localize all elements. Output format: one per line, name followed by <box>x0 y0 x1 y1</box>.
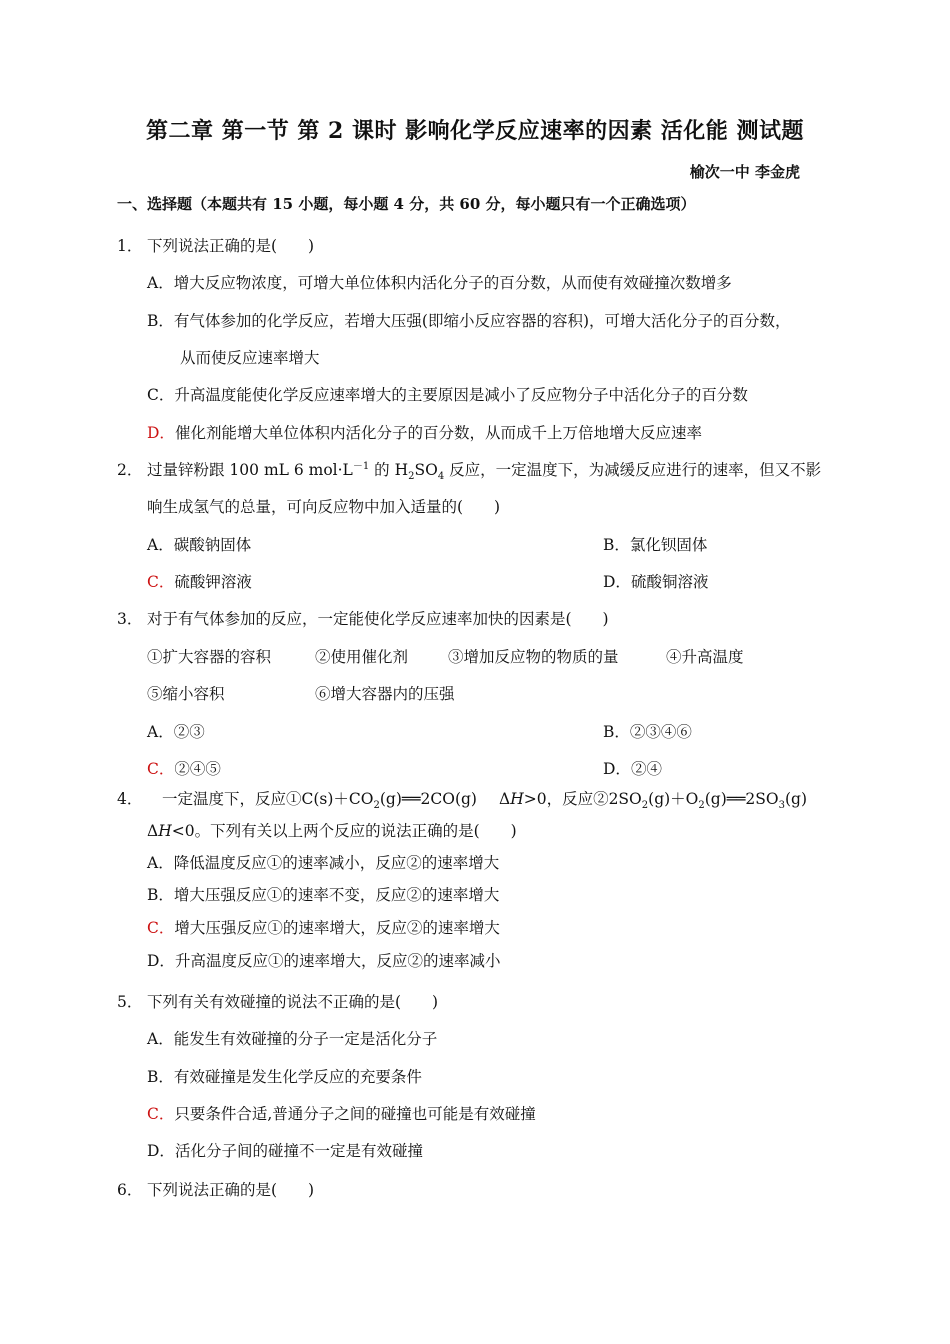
question-3-factor-4: ④升高温度 <box>666 648 744 666</box>
question-4-option-c <box>147 918 500 938</box>
option-text: 升高温度反应①的速率增大，反应②的速率减小 <box>174 952 501 970</box>
question-2-option-a <box>147 535 251 555</box>
option-text: 硫酸钾溶液 <box>174 573 252 591</box>
question-3-option-c <box>147 759 221 779</box>
option-text: 催化剂能增大单位体积内活化分子的百分数，从而成千上万倍地增大反应速率 <box>174 424 702 442</box>
option-text: 能发生有效碰撞的分子一定是活化分子 <box>173 1030 438 1048</box>
question-text: >0，反应②2SO <box>523 790 642 808</box>
question-1-option-c <box>147 385 748 405</box>
question-4-option-a <box>147 853 499 873</box>
answer-option-letter: C． <box>147 919 175 937</box>
author-line: 榆次一中 李金虎 <box>689 163 800 181</box>
question-1-option-b <box>147 311 791 331</box>
option-text: ②④⑤ <box>174 760 221 778</box>
document-title: 第二章 第一节 第 2 课时 影响化学反应速率的因素 活化能 测试题 <box>146 118 804 144</box>
question-text: 下列有关有效碰撞的说法不正确的是( ) <box>147 993 439 1011</box>
option-text: 降低温度反应①的速率减小，反应②的速率增大 <box>173 854 500 872</box>
question-1-stem <box>117 236 314 256</box>
question-text: SO <box>414 461 438 479</box>
subscript: 4 <box>437 471 445 483</box>
question-5-option-c <box>147 1104 536 1124</box>
question-3-factor-1: ①扩大容器的容积 <box>147 648 272 666</box>
option-letter: B． <box>147 886 174 904</box>
question-2-option-b <box>603 535 707 555</box>
question-text: 反应，一定温度下，为减缓反应进行的速率，但又不影 <box>444 461 822 479</box>
question-text: (g)══2CO(g) <box>379 790 477 808</box>
question-3-option-a <box>147 722 205 742</box>
option-text: 增大压强反应①的速率增大，反应②的速率增大 <box>174 919 500 937</box>
answer-option-letter: C． <box>147 760 175 778</box>
question-1-option-a <box>147 273 732 293</box>
question-3-factor-3: ③增加反应物的物质的量 <box>448 648 619 666</box>
option-text: 从而使反应速率增大 <box>180 349 320 367</box>
option-text: 只要条件合适,普通分子之间的碰撞也可能是有效碰撞 <box>174 1105 536 1123</box>
question-4-stem-continued <box>147 821 517 841</box>
option-text: ②③ <box>173 723 205 741</box>
option-text: 增大反应物浓度，可增大单位体积内活化分子的百分数，从而使有效碰撞次数增多 <box>173 274 732 292</box>
question-text: (g)══2SO <box>704 790 779 808</box>
subscript: 2 <box>373 800 380 812</box>
question-number: 6． <box>117 1181 143 1199</box>
question-3-factor-5: ⑤缩小容积 <box>147 685 225 703</box>
question-3-stem <box>117 609 609 629</box>
question-5-option-a <box>147 1029 437 1049</box>
option-text: 硫酸铜溶液 <box>630 573 709 591</box>
superscript: －1 <box>352 460 370 472</box>
question-text: <0。下列有关以上两个反应的说法正确的是( ) <box>171 822 517 840</box>
option-letter: A． <box>147 536 174 554</box>
question-5-stem <box>117 992 438 1012</box>
option-text: 增大压强反应①的速率不变，反应②的速率增大 <box>173 886 500 904</box>
question-4-option-d <box>147 951 500 971</box>
option-text: 活化分子间的碰撞不一定是有效碰撞 <box>174 1142 423 1160</box>
question-text: Δ <box>498 790 511 808</box>
question-text: (g) <box>785 790 808 808</box>
question-number: 4． <box>117 790 143 808</box>
question-2-option-c <box>147 572 252 592</box>
question-text: 下列说法正确的是( ) <box>147 237 315 255</box>
question-1-option-d <box>147 423 702 443</box>
question-4-stem <box>117 789 808 812</box>
question-6-stem <box>117 1180 314 1200</box>
option-letter: D． <box>603 573 631 591</box>
option-letter: A． <box>147 274 174 292</box>
question-4-option-b <box>147 885 499 905</box>
enthalpy-symbol: H <box>158 822 172 840</box>
subscript: 3 <box>778 800 785 812</box>
question-text: 响生成氢气的总量，可向反应物中加入适量的( ) <box>147 498 501 516</box>
subscript: 2 <box>408 471 415 483</box>
option-letter: A． <box>147 723 174 741</box>
enthalpy-symbol: H <box>510 790 524 808</box>
question-number: 5． <box>117 993 143 1011</box>
answer-option-letter: C． <box>147 1105 175 1123</box>
option-text: 有气体参加的化学反应，若增大压强(即缩小反应容器的容积)，可增大活化分子的百分数， <box>173 312 791 330</box>
option-text: 升高温度能使化学反应速率增大的主要原因是减小了反应物分子中活化分子的百分数 <box>174 386 748 404</box>
question-text: Δ <box>147 822 159 840</box>
question-number: 1． <box>117 237 143 255</box>
option-letter: B． <box>603 536 630 554</box>
question-number: 3． <box>117 610 143 628</box>
option-letter: B． <box>147 1068 174 1086</box>
question-3-factor-6: ⑥增大容器内的压强 <box>315 685 455 703</box>
question-text: 对于有气体参加的反应，一定能使化学反应速率加快的因素是( ) <box>147 610 609 628</box>
question-3-option-b <box>603 722 692 742</box>
answer-option-letter: C． <box>147 573 175 591</box>
question-text: 下列说法正确的是( ) <box>147 1181 315 1199</box>
question-2-option-d <box>603 572 708 592</box>
option-text: 有效碰撞是发生化学反应的充要条件 <box>173 1068 422 1086</box>
subscript: 2 <box>641 800 649 812</box>
option-text: ②④ <box>630 760 662 778</box>
question-number: 2． <box>117 461 143 479</box>
question-2-stem <box>117 460 822 483</box>
question-2-stem-continued <box>147 497 500 517</box>
section-heading: 一、选择题（本题共有 15 小题，每小题 4 分，共 60 分，每小题只有一个正确选项） <box>117 195 696 213</box>
question-text: 过量锌粉跟 100 mL 6 mol·L <box>147 461 353 479</box>
option-text: 氯化钡固体 <box>629 536 708 554</box>
question-text: (g)＋O <box>648 790 699 808</box>
option-letter: A． <box>147 854 174 872</box>
option-letter: B． <box>147 312 174 330</box>
question-text: 一定温度下，反应①C(s)＋CO <box>162 790 374 808</box>
option-letter: B． <box>603 723 630 741</box>
option-letter: C． <box>147 386 175 404</box>
question-5-option-b <box>147 1067 422 1087</box>
option-letter: A． <box>147 1030 174 1048</box>
option-text: 碳酸钠固体 <box>173 536 252 554</box>
subscript: 2 <box>698 800 705 812</box>
option-letter: D． <box>147 952 175 970</box>
question-text: 的 H <box>369 461 409 479</box>
question-5-option-d <box>147 1141 423 1161</box>
option-letter: D． <box>147 1142 175 1160</box>
question-1-option-b-continued <box>180 348 320 368</box>
option-text: ②③④⑥ <box>629 723 692 741</box>
answer-option-letter: D． <box>147 424 175 442</box>
question-3-option-d <box>603 759 662 779</box>
question-3-factor-2: ②使用催化剂 <box>315 648 409 666</box>
option-letter: D． <box>603 760 631 778</box>
